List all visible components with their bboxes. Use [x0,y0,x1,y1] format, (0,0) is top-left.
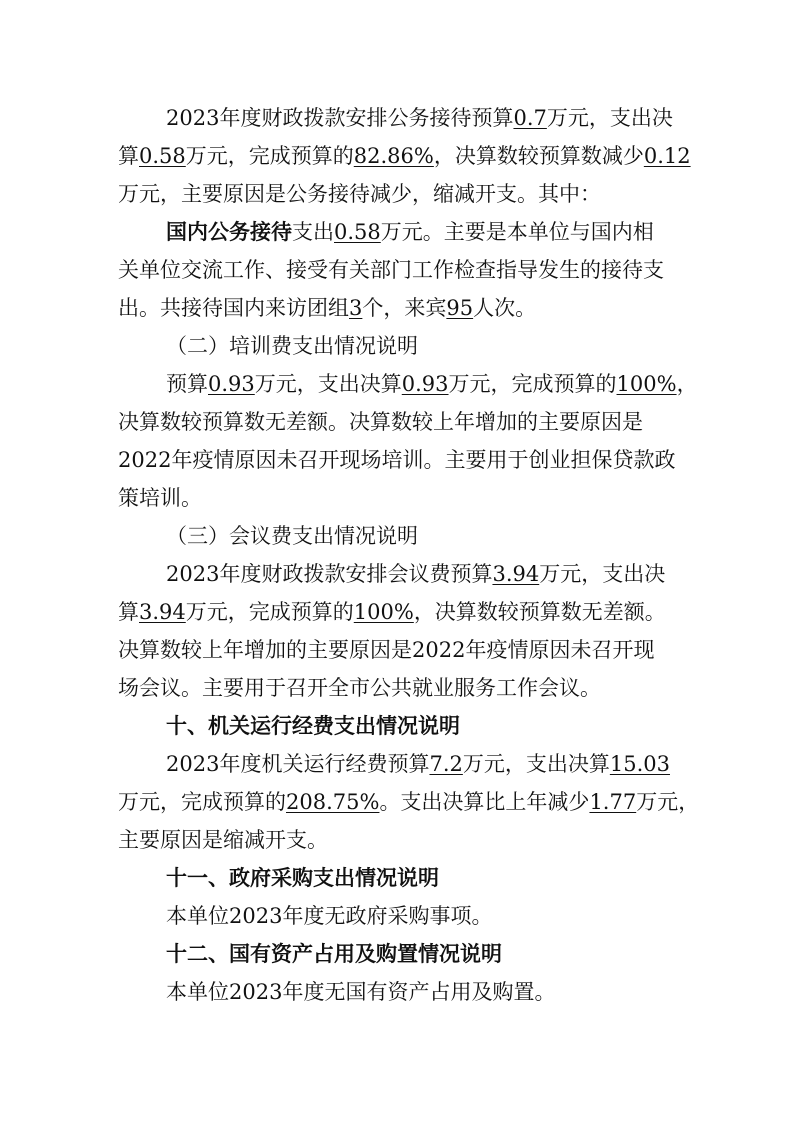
text: 2023年度财政拨款安排会议费预算 [166,562,493,586]
para3-line3: 2022年疫情原因未召开现场培训。主要用于创业担保贷款政 [118,448,676,472]
amount: 0.7 [513,106,547,130]
text: 算 [118,144,139,168]
text: 万元，完成预算的 [118,790,286,814]
para4-line3: 决算数较上年增加的主要原因是2022年疫情原因未召开现 [118,638,655,662]
percent: 100% [353,600,414,624]
amount: 3.94 [492,562,540,586]
text: 出。共接待国内来访团组 [118,296,349,320]
para1-line1 [166,104,678,132]
text: ，决算数较预算数无差额。 [413,600,666,624]
text: 万元，支出决算 [462,752,610,776]
heading-meeting: （三）会议费支出情况说明 [166,524,418,548]
heading-section-11: 十一、政府采购支出情况说明 [166,866,439,890]
amount: 0.93 [208,372,255,396]
para3-line4: 策培训。 [118,486,202,510]
percent: 208.75% [286,790,380,814]
percent: 100% [616,372,677,396]
text: 万元，完成预算的 [185,600,354,624]
text: 2023年度财政拨款安排公务接待预算 [166,106,514,130]
para5-line1 [166,750,670,778]
text: 支出 [292,220,334,244]
amount: 1.77 [589,790,637,814]
amount: 15.03 [609,752,670,776]
heading-training: （二）培训费支出情况说明 [166,334,418,358]
amount: 0.58 [139,144,186,168]
amount: 3.94 [139,600,186,624]
percent: 82.86% [353,144,434,168]
text: 万元， [636,790,700,814]
para6: 本单位2023年度无政府采购事项。 [166,904,493,928]
para3-line2: 决算数较预算数无差额。决算数较上年增加的主要原因是 [118,410,643,434]
text: 万元，支出决 [539,562,666,586]
text: ，决算数较预算数减少 [433,144,644,168]
text: 算 [118,600,139,624]
text: 。支出决算比上年减少 [379,790,590,814]
para4-line4: 场会议。主要用于召开全市公共就业服务工作会议。 [118,676,601,700]
para3-line1 [166,370,698,398]
amount: 0.93 [401,372,449,396]
text: 万元。主要是本单位与国内相 [380,220,654,244]
para7: 本单位2023年度无国有资产占用及购置。 [166,980,556,1004]
text: 预算 [166,372,208,396]
para1-line2 [118,142,691,170]
para5-line3: 主要原因是缩减开支。 [118,828,328,852]
amount: 0.12 [643,144,691,168]
heading-section-12: 十二、国有资产占用及购置情况说明 [166,942,502,966]
count: 3 [349,296,363,320]
para4-line2 [118,598,666,626]
para2-line1 [166,218,654,246]
heading-section-10: 十、机关运行经费支出情况说明 [166,714,460,738]
para1-line3: 万元，主要原因是公务接待减少，缩减开支。其中： [118,182,601,206]
text: 万元，支出决算 [254,372,402,396]
para2-line3 [118,294,536,322]
text: 万元，支出决 [546,106,673,130]
para2-line2: 关单位交流工作、接受有关部门工作检查指导发生的接待支 [118,258,664,282]
para5-line2 [118,788,699,816]
amount: 0.58 [334,220,381,244]
text: 个，来宾 [362,296,447,320]
count: 95 [446,296,474,320]
text: 万元，完成预算的 [448,372,617,396]
text: 万元，完成预算的 [185,144,354,168]
text: 2023年度机关运行经费预算 [166,752,430,776]
text: 人次。 [473,296,537,320]
text: ， [676,372,698,396]
bold-term: 国内公务接待 [166,220,292,244]
amount: 7.2 [429,752,463,776]
para4-line1 [166,560,665,588]
